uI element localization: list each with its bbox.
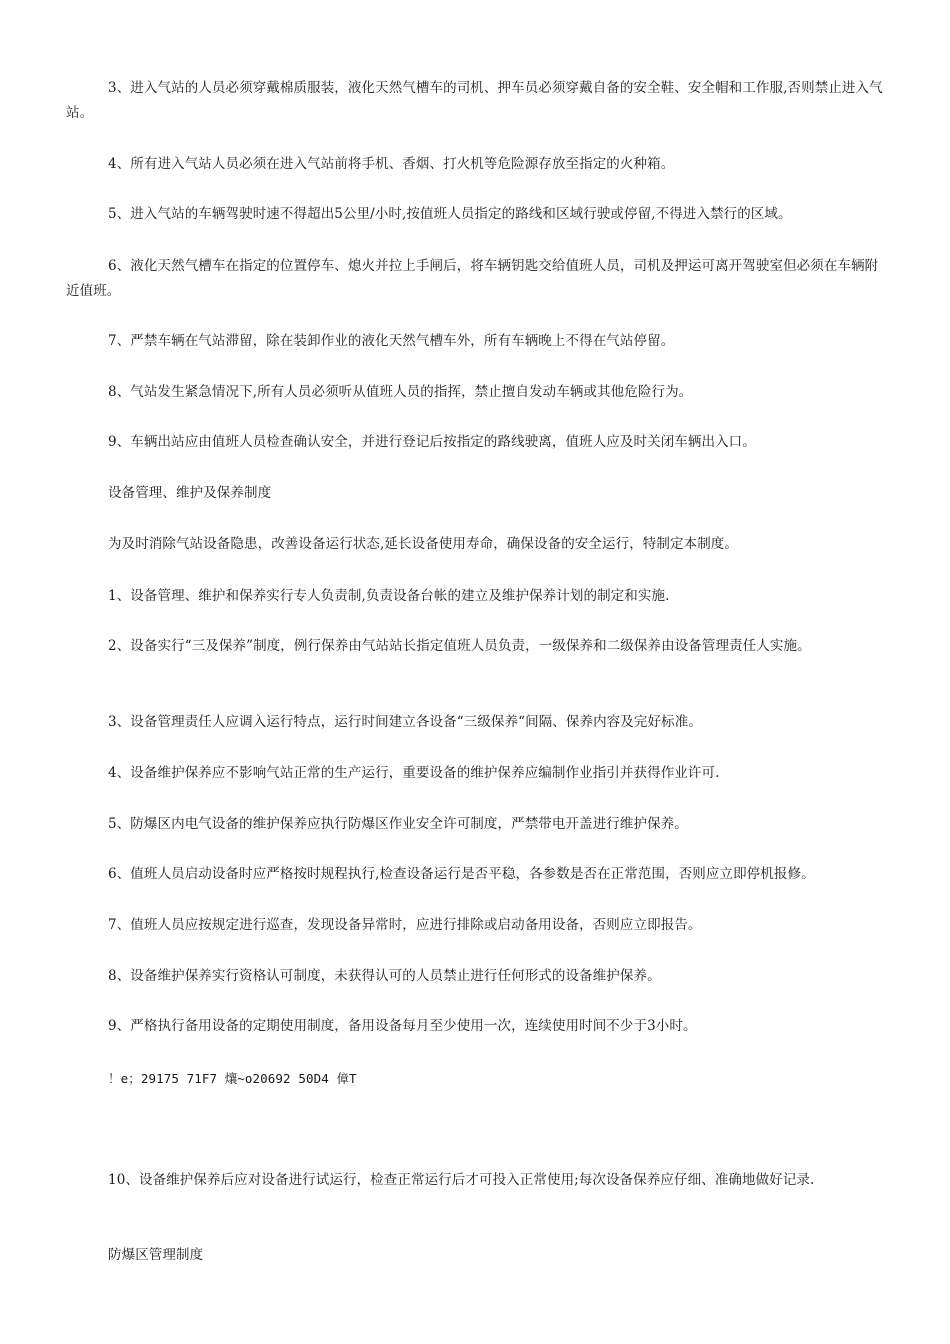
section-heading-explosion-zone: 防爆区管理制度 <box>108 1247 204 1263</box>
paragraph-equipment-10: 10、设备维护保养后应对设备进行试运行，检查正常运行后才可投入正常使用;每次设备保养应仔细、准确地做好记录. <box>108 1172 815 1188</box>
paragraph-equipment-2: 2、设备实行“三及保养”制度，例行保养由气站站长指定值班人员负责，一级保养和二级保养由设备管理责任人实施。 <box>108 638 811 654</box>
paragraph-equipment-5: 5、防爆区内电气设备的维护保养应执行防爆区作业安全许可制度，严禁带电开盖进行维护保养。 <box>108 816 688 832</box>
paragraph-equipment-8: 8、设备维护保养实行资格认可制度，未获得认可的人员禁止进行任何形式的设备维护保养。 <box>108 968 661 984</box>
paragraph-rule-4: 4、所有进入气站人员必须在进入气站前将手机、香烟、打火机等危险源存放至指定的火种箱。 <box>108 156 675 172</box>
paragraph-rule-9: 9、车辆出站应由值班人员检查确认安全，并进行登记后按指定的路线驶离，值班人应及时关闭车辆出入口。 <box>108 434 756 450</box>
paragraph-equipment-intro: 为及时消除气站设备隐患，改善设备运行状态,延长设备使用寿命，确保设备的安全运行，特制定本制度。 <box>108 536 738 552</box>
paragraph-equipment-4: 4、设备维护保养应不影响气站正常的生产运行，重要设备的维护保养应编制作业指引并获得作业许可. <box>108 765 720 781</box>
paragraph-rule-6: 6、液化天然气槽车在指定的位置停车、熄火并拉上手闸后，将车辆钥匙交给值班人员，司机及押运可离开驾驶室但必须在车辆附近值班。 <box>66 258 879 299</box>
section-heading-equipment: 设备管理、维护及保养制度 <box>108 485 272 501</box>
paragraph-equipment-9: 9、严格执行备用设备的定期使用制度，备用设备每月至少使用一次，连续使用时间不少于3小时。 <box>108 1018 697 1034</box>
paragraph-rule-7: 7、严禁车辆在气站滞留，除在装卸作业的液化天然气槽车外，所有车辆晚上不得在气站停留。 <box>108 333 675 349</box>
paragraph-rule-8: 8、气站发生紧急情况下,所有人员必须听从值班人员的指挥，禁止擅自发动车辆或其他危险行为。 <box>108 384 693 400</box>
paragraph-equipment-3: 3、设备管理责任人应调入运行特点，运行时间建立各设备“三级保养“间隔、保养内容及完好标准。 <box>108 714 702 730</box>
paragraph-equipment-6: 6、值班人员启动设备时应严格按时规程执行,检查设备运行是否平稳，各参数是否在正常范围，否则应立即停机报修。 <box>108 866 815 882</box>
paragraph-rule-5: 5、进入气站的车辆驾驶时速不得超出5公里/小时,按值班人员指定的路线和区域行驶或停留,不得进入禁行的区域。 <box>108 206 792 222</box>
paragraph-equipment-1: 1、设备管理、维护和保养实行专人负责制,负责设备台帐的建立及维护保养计划的制定和实施. <box>108 588 670 604</box>
paragraph-equipment-7: 7、值班人员应按规定进行巡查，发现设备异常时，应进行排除或启动备用设备，否则应立即报告。 <box>108 917 702 933</box>
paragraph-rule-3: 3、进入气站的人员必须穿戴棉质服装，液化天然气槽车的司机、押车员必须穿戴自备的安全鞋、安全帽和工作服,否则禁止进入气站。 <box>66 80 883 121</box>
garbled-text-line: ！e；29175 71F7 爙~o20692 50D4 傽T <box>108 1071 357 1086</box>
